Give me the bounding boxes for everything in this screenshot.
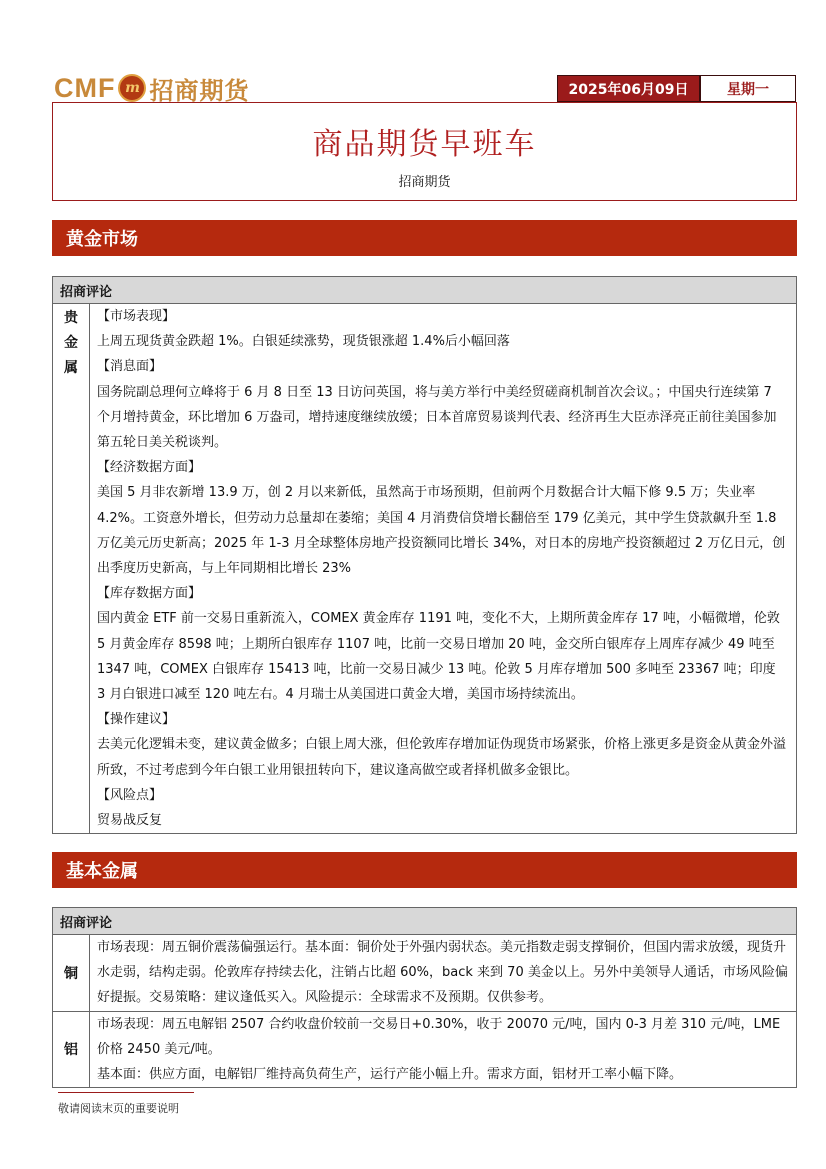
paragraph: 美国 5 月非农新增 13.9 万，创 2 月以来新低，虽然高于市场预期，但前两个月数据合计大幅下修 9.5 万；失业率 4.2%。工资意外增长，但劳动力总量却在萎缩；美国 4 月消费信贷增长翻倍至 179 亿美元，其中学生贷款飙升至 1.8 万亿美元历史新高；2025 年 1-3 月全球整体房地产投资额同比增长 34%，对日本的房地产投资额超过 2 万亿日元，创出季度历史新高，与上年同期相比增长 23% [97, 485, 786, 577]
heading-operation-advice: 【操作建议】 [97, 712, 176, 728]
gold-comment-table [52, 276, 797, 834]
paragraph: 贸易战反复 [97, 813, 163, 829]
page-title: 商品期货早班车 [312, 127, 537, 162]
comment-content [90, 1012, 796, 1088]
comment-content [90, 304, 796, 833]
comment-content [90, 935, 796, 1011]
category-cell [53, 304, 90, 833]
category-cell [53, 1012, 90, 1088]
report-weekday: 星期一 [700, 75, 796, 102]
heading-risk: 【风险点】 [97, 787, 163, 803]
category-char: 贵 [64, 310, 78, 326]
heading-market-performance: 【市场表现】 [97, 309, 176, 324]
paragraph: 国内黄金 ETF 前一交易日重新流入，COMEX 黄金库存 1191 吨，变化不大，上期所黄金库存 17 吨，小幅微增，伦敦 5 月黄金库存 8598 吨；上期所白银库存 1107 吨，比前一交易日增加 20 吨，金交所白银库存上周库存减少 49 吨至 1347 吨，COMEX 白银库存 15413 吨，比前一交易日减少 13 吨。伦敦 5 月库存增加 500 多吨至 23367 吨；印度 3 月白银进口减至 120 吨左右。4 月瑞士从美国进口黄金大增，美国市场持续流出。 [97, 611, 780, 703]
table-header: 招商评论 [53, 908, 796, 935]
paragraph: 市场表现：周五铜价震荡偏强运行。基本面：铜价处于外强内弱状态。美元指数走弱支撑铜价，但国内需求放缓，现货升水走弱，结构走弱。伦敦库存持续去化，注销占比超 60%，back 来到 70 美金以上。另外中美领导人通话，市场风险偏好提振。交易策略：建议逢低买入。风险提示：全球需求不及预期。仅供参考。 [97, 940, 788, 1006]
logo-cmf-text: CMF [54, 72, 116, 103]
table-row [53, 304, 796, 833]
paragraph: 去美元化逻辑未变，建议黄金做多；白银上周大涨，但伦敦库存增加证伪现货市场紧张，价格上涨更多是资金从黄金外溢所致，不过考虑到今年白银工业用银扭转向下，建议逢高做空或者择机做多金银比。 [97, 737, 787, 778]
logo-company-name: 招商期货 [149, 75, 250, 105]
category-cell [53, 935, 90, 1011]
category-char: 属 [64, 360, 78, 376]
report-date: 2025年06月09日 [557, 75, 700, 102]
footer-note: 敬请阅读末页的重要说明 [58, 1102, 179, 1115]
footer-divider [58, 1092, 194, 1093]
table-header: 招商评论 [53, 277, 796, 304]
company-logo [54, 70, 249, 106]
paragraph: 上周五现货黄金跌超 1%。白银延续涨势，现货银涨超 1.4%后小幅回落 [97, 334, 510, 350]
logo-badge-icon: m [118, 74, 146, 102]
table-row [53, 1012, 796, 1088]
category-char: 铝 [64, 1042, 78, 1059]
heading-economic-data: 【经济数据方面】 [97, 460, 202, 476]
section-bar-base-metals: 基本金属 [52, 852, 797, 888]
heading-news: 【消息面】 [97, 359, 163, 375]
heading-inventory-data: 【库存数据方面】 [97, 586, 202, 602]
paragraph: 基本面：供应方面，电解铝厂维持高负荷生产，运行产能小幅上升。需求方面，铝材开工率小幅下降。 [97, 1067, 683, 1083]
page-subtitle: 招商期货 [398, 175, 451, 190]
category-char: 金 [64, 335, 78, 351]
section-bar-gold: 黄金市场 [52, 220, 797, 256]
paragraph: 国务院副总理何立峰将于 6 月 8 日至 13 日访问英国，将与美方举行中美经贸磋商机制首次会议。；中国央行连续第 7 个月增持黄金，环比增加 6 万盎司，增持速度继续放缓；日本首席贸易谈判代表、经济再生大臣赤泽亮正前往美国参加第五轮日美关税谈判。 [97, 384, 777, 451]
title-box [52, 102, 797, 201]
paragraph: 市场表现：周五电解铝 2507 合约收盘价较前一交易日+0.30%，收于 20070 元/吨，国内 0-3 月差 310 元/吨，LME 价格 2450 美元/吨。 [97, 1016, 781, 1057]
table-row [53, 935, 796, 1012]
category-char: 铜 [64, 965, 78, 982]
base-metals-comment-table [52, 907, 797, 1088]
